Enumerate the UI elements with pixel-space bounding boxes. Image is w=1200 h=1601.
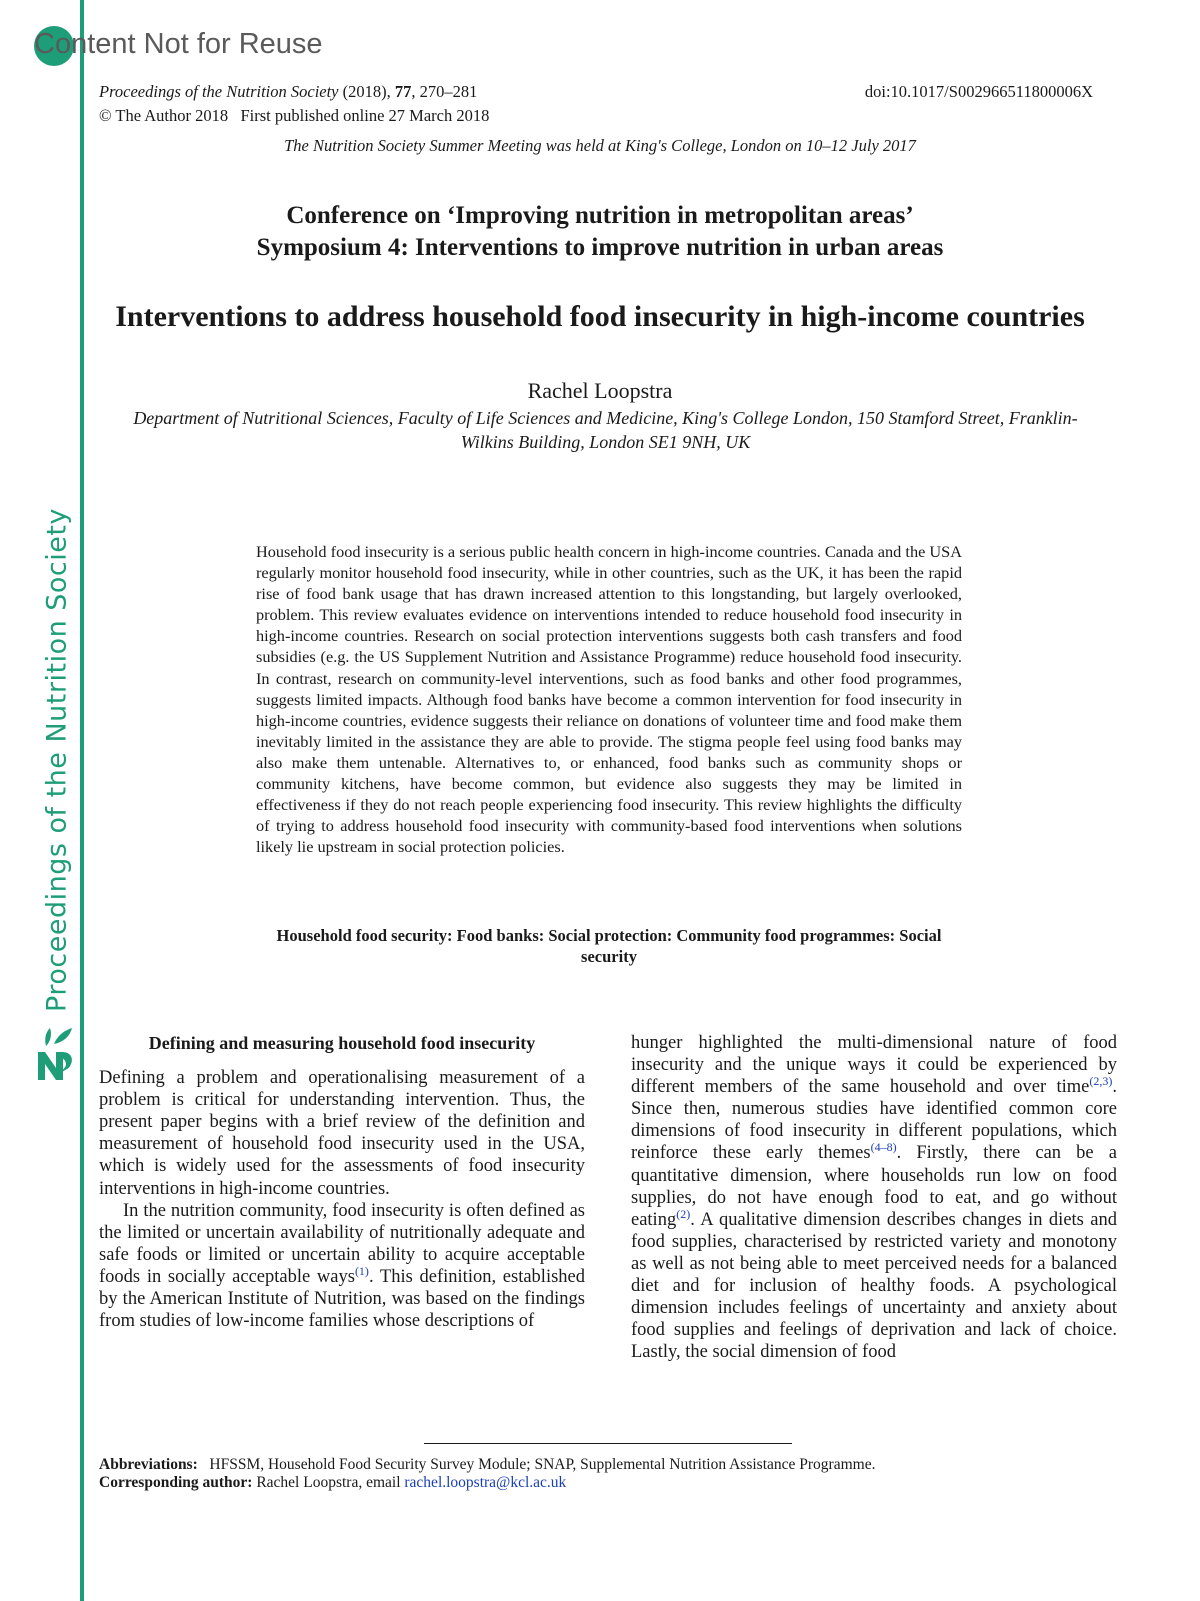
reference-link[interactable]: (2,3) (1089, 1074, 1113, 1089)
email-link[interactable]: rachel.loopstra@kcl.ac.uk (404, 1474, 567, 1491)
reference-link[interactable]: (2) (676, 1206, 691, 1221)
paper-title: Interventions to address household food insecurity in high-income countries (115, 300, 1085, 333)
footnote-divider (424, 1443, 792, 1444)
corresponding-author-footnote (99, 1474, 566, 1492)
journal-pages: , 270–281 (411, 82, 478, 101)
meeting-note: The Nutrition Society Summer Meeting was held at King's College, London on 10–12 July 2017 (284, 136, 916, 155)
abbreviations-label: Abbreviations: (99, 1456, 198, 1473)
journal-citation (99, 82, 477, 102)
journal-name: Proceedings of the Nutrition Society (99, 82, 339, 101)
body-column-right (631, 1032, 1117, 1363)
journal-side-title: Proceedings of the Nutrition Society (41, 508, 73, 1012)
keywords: Household food security: Food banks: Social protection: Community food programmes: Social security (276, 926, 942, 966)
copyright-line (99, 106, 489, 126)
first-published: First published online 27 March 2018 (240, 106, 490, 125)
body-paragraph (631, 1032, 1117, 1363)
paragraph-text: . Since then, numerous studies have identified common core dimensions of food insecurity in different populations, which reinforce these early themes (631, 1077, 1117, 1164)
copyright: © The Author 2018 (99, 106, 229, 125)
journal-year: (2018), (342, 82, 391, 101)
corresponding-author-text: Rachel Loopstra, email (256, 1474, 401, 1491)
paragraph-text: . Firstly, there can be a quantitative dimension, where households run low on food supplies, do not have enough food to eat, and go without eating (631, 1143, 1117, 1230)
paragraph-text: In the nutrition community, food insecurity is often defined as the limited or uncertain availability of nutritionally adequate and safe foods or limited or uncertain ability to acquire acceptable foods in socially acceptable ways (99, 1200, 585, 1287)
author-affiliation: Department of Nutritional Sciences, Faculty of Life Sciences and Medicine, King's College London, 150 Stamford Street, Franklin-Wilkins Building, London SE1 9NH, UK (133, 408, 1078, 452)
reference-link[interactable]: (1) (354, 1263, 369, 1278)
corresponding-author-label: Corresponding author: (99, 1474, 253, 1491)
conference-title: Conference on ‘Improving nutrition in metropolitan areas’ (286, 202, 914, 229)
paragraph-text: . This definition, established by the American Institute of Nutrition, was based on the findings from studies of low-income families whose descriptions of (99, 1266, 585, 1332)
doi: doi:10.1017/S002966511800006X (864, 82, 1093, 101)
paragraph-text: . A qualitative dimension describes changes in diets and food supplies, characterised by restricted variety and monotony as well as not being able to meet perceived needs for a balanced diet and for inclusion of healthy foods. A psychological dimension includes feelings of uncertainty and anxiety about food supplies and feelings of deprivation and lack of choice. Lastly, the social dimension of food (631, 1209, 1117, 1363)
reference-link[interactable]: (4–8) (870, 1140, 897, 1155)
nutrition-society-logo-icon (32, 1022, 76, 1084)
abbreviations-text: HFSSM, Household Food Security Survey Module; SNAP, Supplemental Nutrition Assistance Programme. (209, 1456, 876, 1473)
section-heading: Defining and measuring household food insecurity (148, 1033, 536, 1053)
paragraph-text: hunger highlighted the multi-dimensional nature of food insecurity and the unique ways it could be experienced by different members of the same household and over time (631, 1033, 1117, 1098)
watermark-text: Content Not for Reuse (34, 28, 323, 60)
body-paragraph: Defining a problem and operationalising measurement of a problem is critical for understanding intervention. Thus, the present paper begins with a brief review of the definition and measurement of household food insecurity used in the USA, which is widely used for the assessments of food insecurity interventions in high-income countries. (99, 1068, 585, 1199)
journal-volume: 77 (394, 82, 412, 101)
author-name: Rachel Loopstra (527, 378, 673, 403)
body-paragraph (99, 1200, 585, 1333)
symposium-title: Symposium 4: Interventions to improve nutrition in urban areas (256, 234, 944, 261)
abbreviations-footnote (99, 1456, 875, 1474)
abstract: Household food insecurity is a serious public health concern in high-income countries. Canada and the USA regularly monitor household food insecurity, while in other countries, such as the UK, it has been the rapid rise of food bank usage that has drawn increased attention to this longstanding, but largely overlooked, problem. This review evaluates evidence on interventions intended to reduce household food insecurity in high-income countries. Research on social protection interventions suggests both cash transfers and food subsidies (e.g. the US Supplement Nutrition and Assistance Programme) reduce household food insecurity. In contrast, research on community-level interventions, such as food banks and other food programmes, suggests limited impacts. Although food banks have become a common intervention for food insecurity in high-income countries, evidence suggests their reliance on donations of volunteer time and food make them inevitably limited in the assistance they are able to provide. The stigma people feel using food banks may also make them untenable. Alternatives to, or enhanced, food banks such as community shops or community kitchens, have become common, but evidence also suggests they may be limited in effectiveness if they do not reach people experiencing food insecurity. This review highlights the difficulty of trying to address household food insecurity with community-based food interventions when solutions likely lie upstream in social protection policies. (256, 542, 962, 857)
body-column-left (99, 1032, 585, 1332)
